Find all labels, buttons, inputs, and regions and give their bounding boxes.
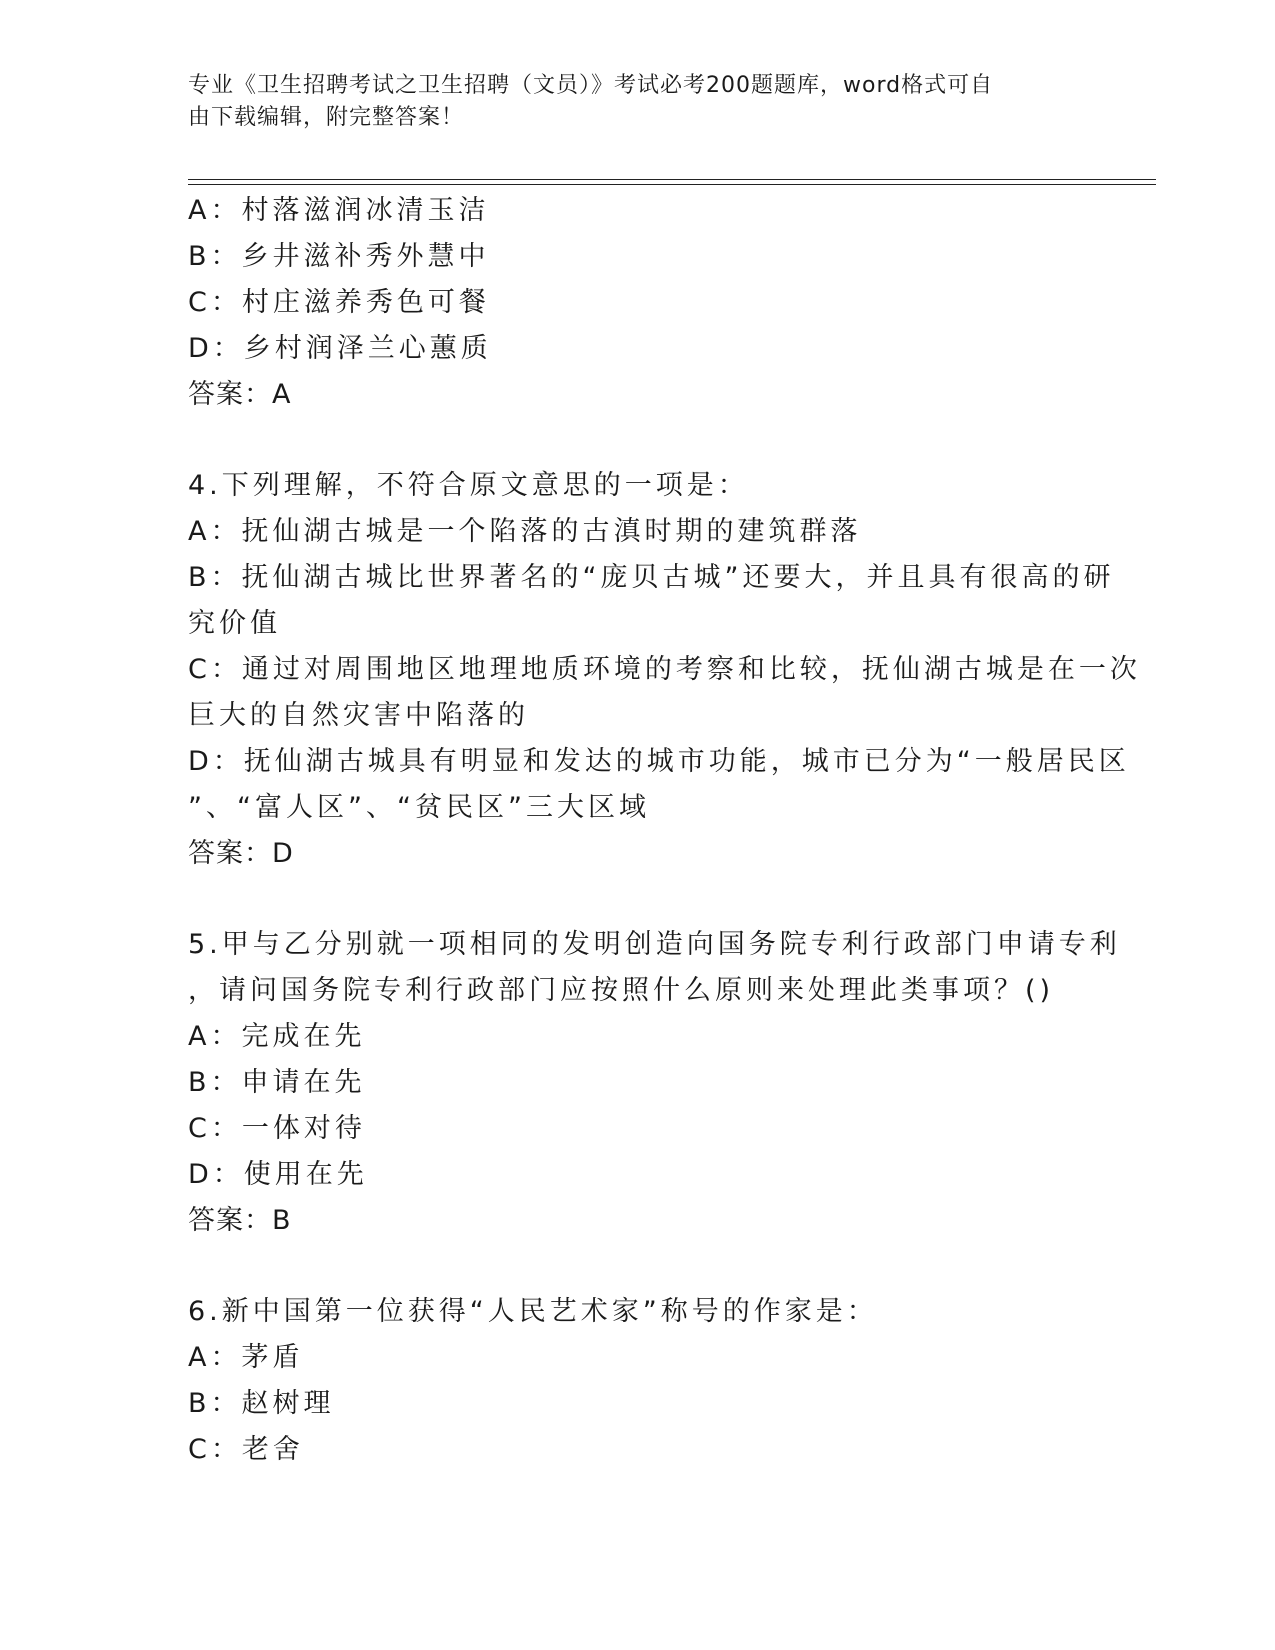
question-text: 5.甲与乙分别就一项相同的发明创造向国务院专利行政部门申请专利 xyxy=(188,929,1121,960)
option-c: C：通过对周围地区地理地质环境的考察和比较，抚仙湖古城是在一次 xyxy=(188,654,1141,685)
answer: 答案：B xyxy=(188,1205,292,1236)
question-6 xyxy=(188,1289,1088,1473)
option-c: C：老舍 xyxy=(188,1434,304,1465)
answer: 答案：A xyxy=(188,379,292,410)
option-d: D：使用在先 xyxy=(188,1159,368,1190)
option-a: A：茅盾 xyxy=(188,1342,304,1373)
option-a: A：抚仙湖古城是一个陷落的古滇时期的建筑群落 xyxy=(188,516,862,547)
spacer xyxy=(188,418,1088,463)
question-4 xyxy=(188,463,1141,877)
option-b: B：抚仙湖古城比世界著名的“庞贝古城”还要大，并且具有很高的研 xyxy=(188,562,1115,593)
question-list xyxy=(188,188,1141,1473)
spacer xyxy=(188,877,1088,922)
question-text: 4.下列理解，不符合原文意思的一项是： xyxy=(188,470,749,501)
question-text: 6.新中国第一位获得“人民艺术家”称号的作家是： xyxy=(188,1296,878,1327)
option-b-continued: 究价值 xyxy=(188,608,281,639)
option-b: B：乡井滋补秀外慧中 xyxy=(188,241,490,272)
option-c-continued: 巨大的自然灾害中陷落的 xyxy=(188,700,529,731)
option-a: A：完成在先 xyxy=(188,1021,366,1052)
option-d: D：抚仙湖古城具有明显和发达的城市功能，城市已分为“一般居民区 xyxy=(188,746,1130,777)
spacer xyxy=(188,1244,1088,1289)
question-5 xyxy=(188,922,1121,1244)
header-line-1: 专业《卫生招聘考试之卫生招聘（文员）》考试必考200题题库，word格式可自 xyxy=(188,73,994,98)
answer: 答案：D xyxy=(188,838,294,869)
option-c: C：一体对待 xyxy=(188,1113,366,1144)
option-d: D：乡村润泽兰心蕙质 xyxy=(188,333,492,364)
header-divider-top xyxy=(188,179,1156,180)
option-c: C：村庄滋养秀色可餐 xyxy=(188,287,490,318)
option-b: B：申请在先 xyxy=(188,1067,366,1098)
option-d-continued: ”、“富人区”、“贫民区”三大区域 xyxy=(188,792,650,823)
document-header xyxy=(188,70,1088,134)
header-line-2: 由下载编辑，附完整答案！ xyxy=(188,105,465,130)
option-b: B：赵树理 xyxy=(188,1388,335,1419)
question-text-continued: ，请问国务院专利行政部门应按照什么原则来处理此类事项？() xyxy=(188,975,1055,1006)
header-divider-bottom xyxy=(188,184,1156,185)
question-3 xyxy=(188,188,1088,418)
option-a: A：村落滋润冰清玉洁 xyxy=(188,195,490,226)
